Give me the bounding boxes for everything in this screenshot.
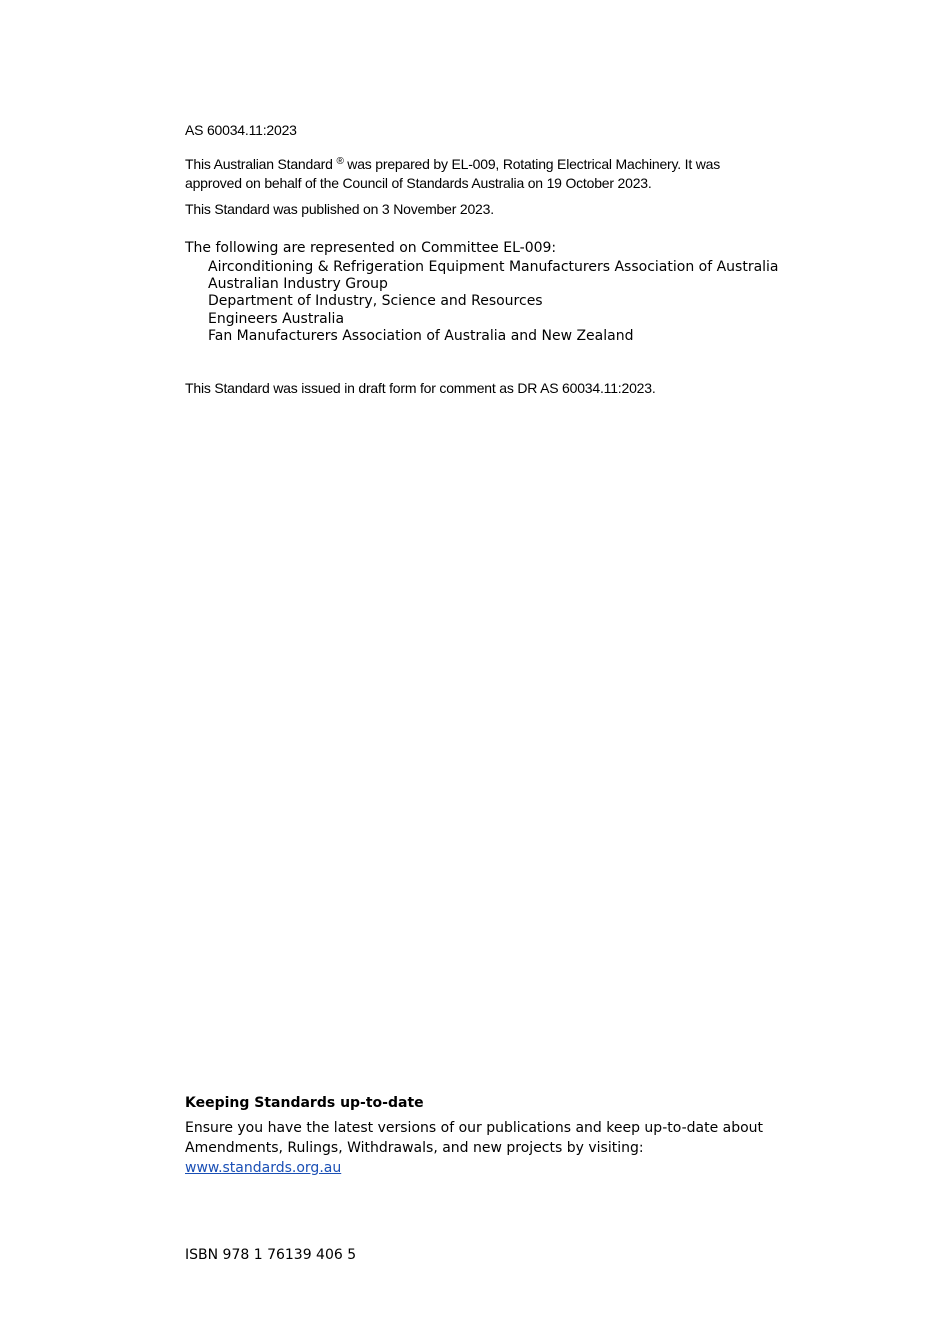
prepared-statement	[185, 155, 720, 193]
committee-member-list	[208, 259, 779, 345]
isbn: ISBN 978 1 76139 406 5	[185, 1247, 357, 1263]
keeping-line-2: Amendments, Rulings, Withdrawals, and new projects by visiting:	[185, 1140, 644, 1156]
keeping-line-1: Ensure you have the latest versions of our publications and keep up-to-date about	[185, 1120, 764, 1136]
committee-member: Engineers Australia	[208, 310, 345, 327]
committee-intro: The following are represented on Committee EL-009:	[185, 240, 557, 256]
keeping-up-to-date-heading: Keeping Standards up-to-date	[185, 1095, 424, 1111]
committee-member: Department of Industry, Science and Resources	[208, 293, 543, 310]
keeping-up-to-date-body	[185, 1118, 763, 1178]
committee-member: Fan Manufacturers Association of Australia and New Zealand	[208, 327, 634, 344]
draft-note: This Standard was issued in draft form for comment as DR AS 60034.11:2023.	[185, 380, 656, 396]
publication-date-statement: This Standard was published on 3 November 2023.	[185, 201, 494, 217]
registered-mark: ®	[336, 156, 344, 167]
approval-statement: approved on behalf of the Council of Standards Australia on 19 October 2023.	[185, 175, 652, 191]
document-id: AS 60034.11:2023	[185, 122, 297, 138]
committee-member: Australian Industry Group	[208, 276, 388, 293]
standards-website-link[interactable]: www.standards.org.au	[185, 1160, 342, 1176]
prepared-text-part2: was prepared by EL-009, Rotating Electrical Machinery. It was	[343, 156, 721, 172]
prepared-text-part1: This Australian Standard	[185, 156, 333, 172]
committee-member: Airconditioning & Refrigeration Equipment Manufacturers Association of Australia	[208, 259, 779, 275]
